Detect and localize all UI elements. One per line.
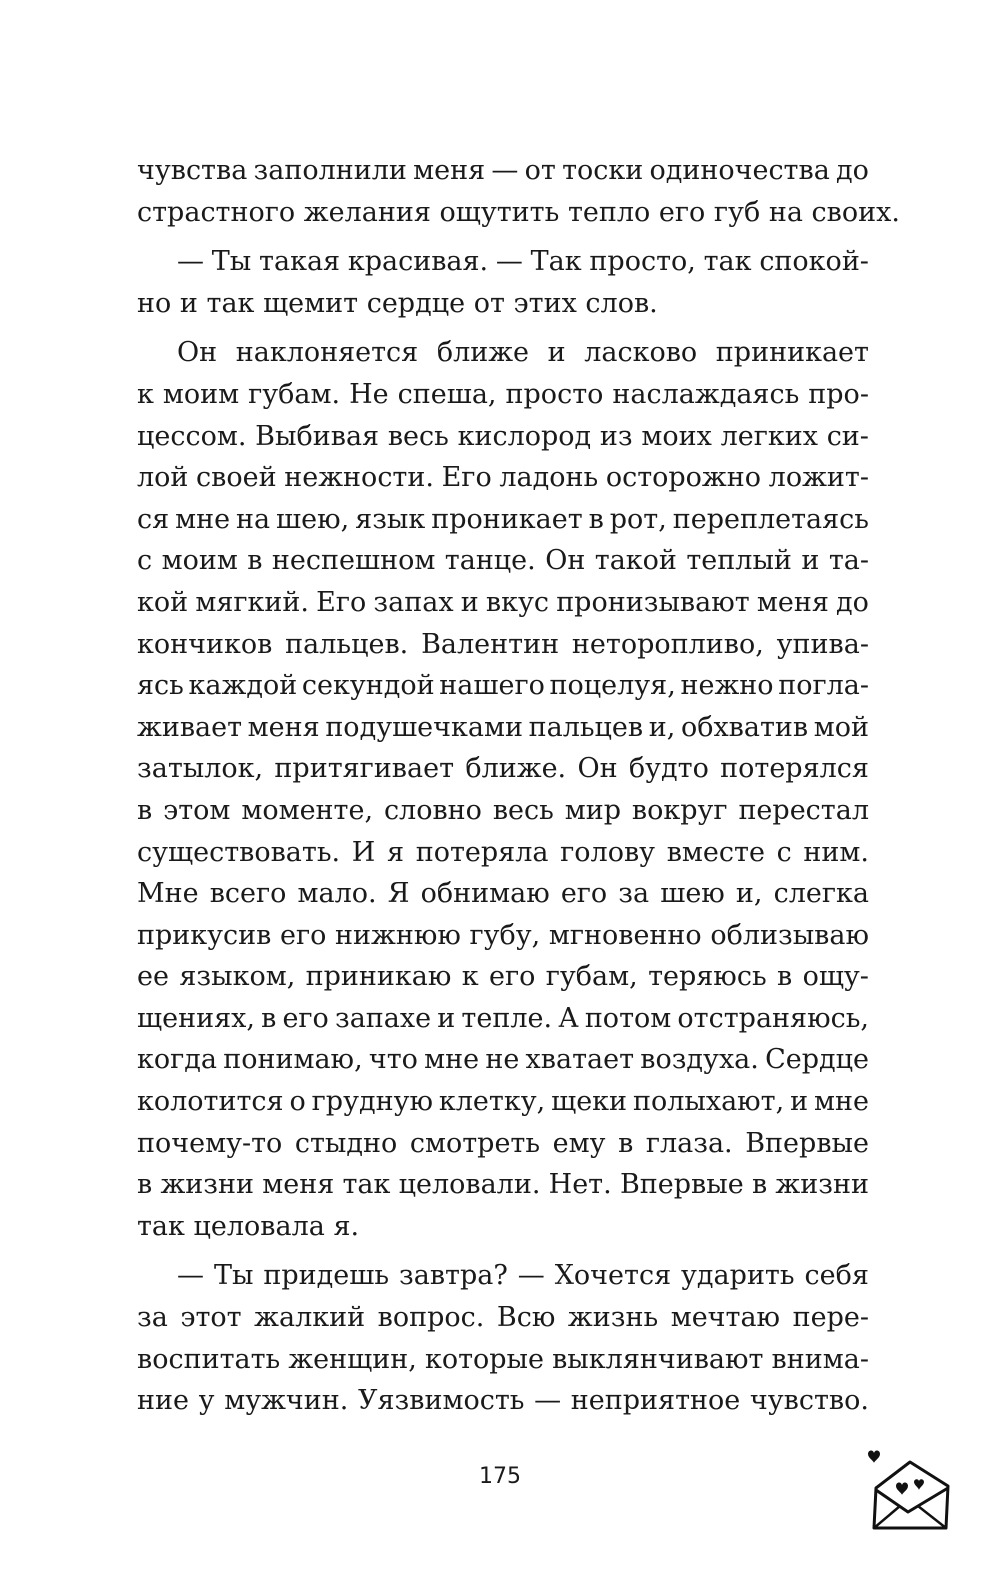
word: ладонь: [499, 462, 599, 494]
word: я: [387, 836, 405, 868]
word: моим: [161, 545, 238, 577]
word: Он: [177, 337, 218, 369]
word: нашего: [439, 670, 545, 702]
word: губам.: [248, 378, 341, 410]
word: так: [206, 287, 255, 319]
word: так: [342, 1169, 391, 1201]
word: весь: [387, 420, 449, 452]
word: мечтаю: [670, 1302, 781, 1334]
word: Мне: [137, 878, 199, 910]
word: ближе: [436, 337, 530, 369]
word: ближе.: [465, 753, 567, 785]
word: и: [790, 1086, 809, 1118]
word: за: [137, 1302, 168, 1334]
word: ударить: [681, 1260, 795, 1292]
word: прикусив: [137, 919, 272, 951]
word: танце.: [444, 545, 536, 577]
word: хватает: [525, 1044, 635, 1076]
word: запах: [373, 586, 454, 618]
text-line: [137, 416, 869, 458]
text-line: [137, 915, 869, 957]
word: своих.: [811, 196, 900, 228]
word: и: [547, 337, 566, 369]
word: клетку,: [438, 1086, 546, 1118]
word: потом: [584, 1002, 672, 1034]
word: и: [437, 1002, 456, 1034]
text-line: [137, 582, 869, 624]
word: Впервые: [745, 1127, 869, 1159]
word: голову: [560, 836, 656, 868]
word: теряюсь: [648, 961, 767, 993]
word: этом: [163, 794, 231, 826]
word: Уязвимость: [358, 1385, 525, 1417]
word: когда: [137, 1044, 217, 1076]
text-line: [137, 1164, 869, 1206]
word: в: [618, 1127, 634, 1159]
word: заполнили: [253, 155, 407, 186]
word: Всю: [496, 1302, 556, 1334]
word: жизни: [775, 1169, 869, 1201]
word: воздуха.: [640, 1044, 759, 1076]
text-line: [137, 707, 869, 749]
word: тепло: [567, 196, 651, 228]
word: мягкий.: [195, 586, 309, 618]
word: от: [473, 287, 505, 319]
word: в: [751, 1169, 768, 1201]
word: слов.: [585, 287, 658, 319]
word: рот,: [609, 503, 667, 535]
word: неспешном: [271, 545, 436, 577]
word: у: [198, 1385, 215, 1417]
word: перестал: [738, 794, 869, 826]
text-line: [137, 832, 869, 874]
word: затылок,: [137, 753, 264, 785]
word: нежности.: [284, 462, 434, 494]
word: этот: [180, 1302, 242, 1334]
word: полыхают,: [632, 1086, 785, 1118]
word: Не: [349, 378, 389, 410]
paragraph-gap: [137, 324, 869, 332]
text-line: [137, 332, 869, 374]
word: ясь: [137, 670, 184, 702]
word: вокруг: [631, 794, 728, 826]
word: которые: [424, 1343, 545, 1375]
word: будто: [628, 753, 709, 785]
word: ся: [137, 503, 170, 535]
word: Я: [387, 878, 410, 910]
word: и,: [648, 711, 676, 743]
word: меня: [756, 586, 829, 618]
text-line: [137, 665, 869, 707]
word: Выбивая: [255, 420, 380, 452]
word: наслаждаясь: [612, 378, 800, 410]
word: Нет.: [548, 1169, 612, 1201]
word: о: [289, 1086, 306, 1118]
text-line: [137, 192, 900, 234]
word: переплетаясь: [672, 503, 869, 535]
word: за: [618, 878, 650, 910]
word: —: [491, 155, 519, 186]
word: внима-: [771, 1343, 869, 1375]
paragraph-gap: [137, 1247, 869, 1255]
page-number: 175: [479, 1464, 521, 1489]
text-line: [137, 540, 869, 582]
word: всего: [209, 878, 287, 910]
word: ласково: [584, 337, 698, 369]
word: А: [558, 1002, 579, 1034]
text-line: [137, 241, 869, 283]
word: придешь: [263, 1260, 390, 1292]
word: на: [768, 196, 803, 228]
word: спеша,: [397, 378, 497, 410]
word: почему-то: [137, 1127, 283, 1159]
word: такой: [594, 545, 677, 577]
word: вопрос.: [377, 1302, 485, 1334]
word: в: [588, 503, 604, 535]
word: каждой: [188, 670, 298, 702]
word: губ: [713, 196, 761, 228]
word: с: [776, 836, 792, 868]
word: страстного: [137, 196, 296, 228]
word: ему: [552, 1127, 606, 1159]
word: что: [368, 1044, 418, 1076]
word: пере-: [792, 1302, 869, 1334]
text-line: [137, 1039, 869, 1081]
word: спокой-: [759, 246, 869, 278]
word: своей: [196, 462, 277, 494]
text-line: [137, 1297, 869, 1339]
word: Его: [316, 586, 367, 618]
word: но: [137, 287, 172, 319]
text-line: [137, 790, 869, 832]
word: меня: [413, 155, 486, 186]
word: приникает: [715, 337, 869, 369]
text-line: [137, 956, 869, 998]
word: язык: [355, 503, 426, 535]
word: пронизывают: [556, 586, 750, 618]
word: осторожно: [605, 462, 762, 494]
text-line: [137, 748, 869, 790]
word: глаза.: [645, 1127, 733, 1159]
word: губу,: [469, 919, 541, 951]
word: тепле.: [461, 1002, 553, 1034]
text-line: [137, 873, 869, 915]
word: мгновенно: [548, 919, 702, 951]
word: щеки: [551, 1086, 628, 1118]
word: кислород: [457, 420, 592, 452]
word: красивая.: [347, 246, 489, 278]
word: просто,: [589, 246, 696, 278]
word: и: [801, 545, 820, 577]
word: существовать.: [137, 836, 341, 868]
word: ощу-: [802, 961, 869, 993]
word: его: [279, 919, 327, 951]
word: потеряла: [415, 836, 549, 868]
word: его: [658, 196, 706, 228]
word: словно: [383, 794, 482, 826]
word: слегка: [773, 878, 869, 910]
word: облизываю: [710, 919, 869, 951]
text-line: [137, 1081, 869, 1123]
word: мужчин.: [224, 1385, 349, 1417]
word: мир: [564, 794, 621, 826]
word: приникаю: [305, 961, 452, 993]
word: секундой: [301, 670, 435, 702]
word: нижнюю: [335, 919, 461, 951]
word: в: [137, 1169, 153, 1201]
text-line: [137, 624, 869, 666]
word: погла-: [778, 670, 869, 702]
text-line: [137, 499, 869, 541]
word: ложит-: [768, 462, 869, 494]
word: весь: [492, 794, 554, 826]
word: Он: [545, 545, 586, 577]
word: и: [179, 287, 198, 319]
word: обнимаю: [420, 878, 550, 910]
word: в: [261, 1002, 277, 1034]
word: чувства: [137, 155, 248, 186]
text-line: [137, 1339, 869, 1381]
word: так: [137, 1210, 185, 1242]
word: си-: [826, 420, 869, 452]
word: Так: [530, 246, 582, 278]
word: целовали.: [398, 1169, 541, 1201]
word: ощутить: [439, 196, 560, 228]
word: мне: [814, 1086, 869, 1118]
word: —: [534, 1385, 562, 1417]
word: чувство.: [749, 1385, 869, 1417]
word: притягивает: [274, 753, 455, 785]
word: пальцев.: [285, 628, 409, 660]
word: И: [351, 836, 376, 868]
word: шею: [660, 878, 725, 910]
word: себя: [804, 1260, 869, 1292]
text-line: [137, 998, 869, 1040]
envelope-with-hearts-icon: [860, 1440, 956, 1536]
word: этих: [513, 287, 577, 319]
word: цессом.: [137, 420, 247, 452]
text-line: [137, 150, 869, 192]
word: жизнь: [567, 1302, 659, 1334]
word: пальцев: [528, 711, 644, 743]
text-line: [137, 457, 869, 499]
word: стыдно: [294, 1127, 398, 1159]
word: проникает: [431, 503, 583, 535]
word: жалкий: [254, 1302, 366, 1334]
word: —: [177, 1260, 204, 1292]
word: ним.: [803, 836, 869, 868]
word: щемит: [263, 287, 359, 319]
word: в: [247, 545, 263, 577]
word: воспитать: [137, 1343, 281, 1375]
word: смотреть: [409, 1127, 541, 1159]
word: одиночества: [649, 155, 830, 186]
word: упива-: [776, 628, 869, 660]
word: с: [137, 545, 153, 577]
word: Хочется: [554, 1260, 672, 1292]
word: грудную: [311, 1086, 433, 1118]
text-line: [137, 1206, 869, 1248]
word: Ты: [211, 246, 252, 278]
word: мало.: [297, 878, 377, 910]
word: его: [282, 1002, 329, 1034]
word: моим: [162, 378, 240, 410]
word: не: [485, 1044, 520, 1076]
word: завтра?: [399, 1260, 508, 1292]
text-line: [137, 283, 869, 325]
word: его: [489, 961, 536, 993]
word: ние: [137, 1385, 189, 1417]
word: обхватив: [680, 711, 809, 743]
word: от: [524, 155, 556, 186]
word: поцелуя,: [549, 670, 676, 702]
word: в: [777, 961, 793, 993]
word: моменте,: [241, 794, 374, 826]
word: из: [599, 420, 633, 452]
word: —: [177, 246, 204, 278]
word: просто: [505, 378, 604, 410]
word: легких: [720, 420, 818, 452]
word: щениях,: [137, 1002, 255, 1034]
word: кой: [137, 586, 189, 618]
word: понимаю,: [223, 1044, 363, 1076]
word: выклянчивают: [552, 1343, 764, 1375]
word: и: [460, 586, 479, 618]
word: наклоняется: [235, 337, 419, 369]
word: Впервые: [619, 1169, 744, 1201]
word: мне: [175, 503, 231, 535]
word: нежно: [680, 670, 774, 702]
word: языком,: [179, 961, 296, 993]
word: моих: [641, 420, 712, 452]
word: его: [560, 878, 608, 910]
word: Ты: [213, 1260, 254, 1292]
word: и,: [735, 878, 763, 910]
word: мой: [813, 711, 869, 743]
word: вкус: [485, 586, 550, 618]
word: женщин,: [288, 1343, 417, 1375]
word: сердце: [366, 287, 466, 319]
word: про-: [808, 378, 869, 410]
word: запахе: [334, 1002, 432, 1034]
word: неторопливо,: [571, 628, 764, 660]
word: отстраняюсь,: [677, 1002, 869, 1034]
text-line: [137, 1255, 869, 1297]
word: вместе: [666, 836, 765, 868]
word: потерялся: [720, 753, 869, 785]
word: —: [495, 246, 523, 278]
word: Он: [577, 753, 618, 785]
word: жизни: [160, 1169, 254, 1201]
word: лой: [137, 462, 189, 494]
word: на: [236, 503, 271, 535]
word: меня: [247, 711, 320, 743]
word: тоски: [562, 155, 644, 186]
word: Сердце: [765, 1044, 869, 1076]
word: теплый: [686, 545, 792, 577]
word: я.: [333, 1210, 360, 1242]
word: мне: [424, 1044, 480, 1076]
word: к: [137, 378, 154, 410]
word: та-: [828, 545, 869, 577]
word: —: [517, 1260, 545, 1292]
word: Валентин: [421, 628, 560, 660]
word: подушечками: [325, 711, 523, 743]
text-line: [137, 1123, 869, 1165]
paragraph-gap: [137, 233, 869, 241]
word: Его: [441, 462, 492, 494]
body-text: [137, 150, 900, 1422]
word: ее: [137, 961, 169, 993]
word: колотится: [137, 1086, 284, 1118]
word: до: [836, 155, 869, 186]
word: целовала: [193, 1210, 325, 1242]
text-line: [137, 374, 869, 416]
word: губам,: [545, 961, 638, 993]
word: меня: [262, 1169, 335, 1201]
word: в: [137, 794, 153, 826]
word: желания: [303, 196, 431, 228]
word: к: [461, 961, 479, 993]
text-line: [137, 1380, 869, 1422]
word: до: [836, 586, 869, 618]
word: неприятное: [570, 1385, 741, 1417]
word: кончиков: [137, 628, 273, 660]
word: живает: [137, 711, 243, 743]
word: шею,: [276, 503, 350, 535]
word: такая: [259, 246, 341, 278]
word: так: [703, 246, 752, 278]
